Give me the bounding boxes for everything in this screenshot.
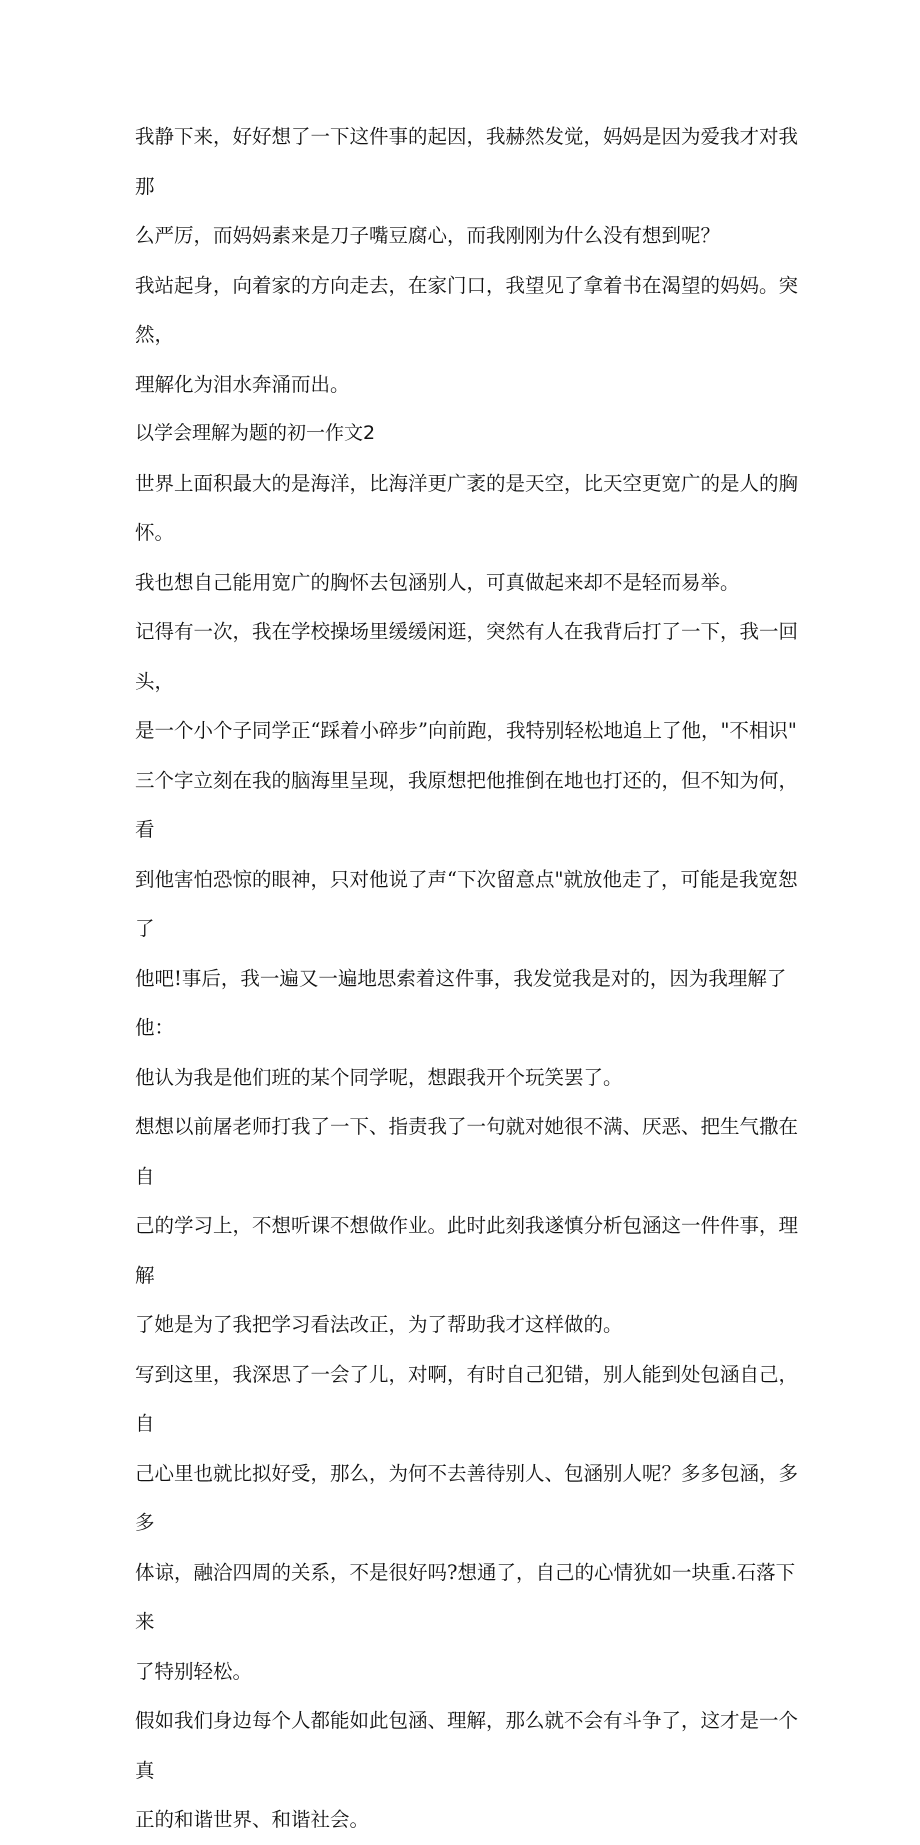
paragraph-5: 想想以前屠老师打我了一下、指责我了一句就对她很不满、厌恶、把生气撒在自 己的学习上，不想听课不想做作业。此时此刻我遂慎分析包涵这一件件事，理解 了她是为了我把学习看法改正，为了帮助我才这样做的。 — [135, 1115, 799, 1336]
paragraph-2: 我站起身，向着家的方向走去，在家门口，我望见了拿着书在渴望的妈妈。突然， 理解化为泪水奔涌而出。 — [135, 273, 799, 396]
paragraph-4: 记得有一次，我在学校操场里缓缓闲逛，突然有人在我背后打了一下，我一回头， 是一个小个子同学正“踩着小碎步”向前跑，我特别轻松地追上了他，"不相识" 三个字立刻在我的脑海里呈现，我原想把他推倒在地也打还的，但不知为何，看 到他害怕恐惊的眼神，只对他说了声“下次留意点"就放他走了，可能是我宽恕了 他吧!事后，我一遍又一遍地思索着这件事，我发觉我是对的，因为我理解了他： 他认为我是他们班的某个同学呢，想跟我开个玩笑罢了。 — [135, 620, 799, 1089]
section-heading: 以学会理解为题的初一作文2 — [135, 422, 376, 444]
paragraph-3: 世界上面积最大的是海洋，比海洋更广袤的是天空，比天空更宽广的是人的胸怀。 我也想自己能用宽广的胸怀去包涵别人，可真做起来却不是轻而易举。 — [135, 471, 799, 594]
paragraph-7: 假如我们身边每个人都能如此包涵、理解，那么就不会有斗争了，这才是一个真 正的和谐世界、和谐社会。 — [135, 1709, 799, 1831]
paragraph-1: 我静下来，好好想了一下这件事的起因，我赫然发觉，妈妈是因为爱我才对我那 么严厉，而妈妈素来是刀子嘴豆腐心，而我刚刚为什么没有想到呢？ — [135, 125, 799, 247]
document-body — [135, 112, 800, 1845]
paragraph-6: 写到这里，我深思了一会了儿，对啊，有时自己犯错，别人能到处包涵自己，自 己心里也就比拟好受，那么，为何不去善待别人、包涵别人呢？多多包涵，多多 体谅，融洽四周的关系，不是很好吗?想通了，自己的心情犹如一块重.石落下来 了特别轻松。 — [135, 1362, 799, 1683]
